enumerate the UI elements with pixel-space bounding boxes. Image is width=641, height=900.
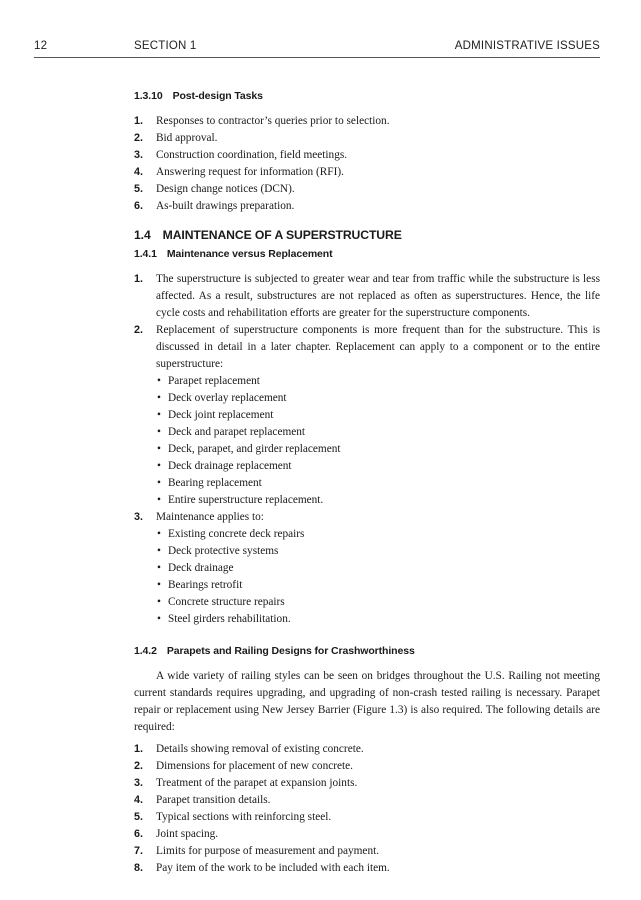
heading-1-4 [134,227,600,244]
header-rule [34,57,600,58]
replacement-bullets [156,373,600,509]
heading-1-4-1 [134,246,600,263]
heading-1-3-10 [134,88,600,105]
bullet-item: • Deck joint replacement [156,407,600,424]
bullet-item: • Deck, parapet, and girder replacement [156,441,600,458]
list-item: 2. Dimensions for placement of new concrete. [134,760,353,772]
list-item: 2. Bid approval. [134,132,218,144]
heading-number: 1.4 [134,228,151,242]
bullet-item: • Steel girders rehabilitation. [156,611,600,628]
bullet-item: • Bearing replacement [156,475,600,492]
list-item: 3. Maintenance applies to: • Existing concrete deck repairs • Deck protective systems • Deck drainage • Bearings retrofit • Concrete structure repairs • Steel girders rehabilitation. [134,509,600,628]
list-item: 1. Details showing removal of existing concrete. [134,743,364,755]
list-item: 6. As-built drawings preparation. [134,200,295,212]
heading-title: Maintenance versus Replacement [166,248,333,260]
bullet-item: • Existing concrete deck repairs [156,526,600,543]
bullet-item: • Deck and parapet replacement [156,424,600,441]
list-item: 7. Limits for purpose of measurement and payment. [134,845,380,857]
heading-number: 1.3.10 [134,90,163,102]
list-item: 1. The superstructure is subjected to greater wear and tear from traffic while the substructure is less affected. As a result, substructures are not replaced as often as superstructures. Hence, the life cycle costs and rehabilitation efforts are greater for the superstructure components. [134,273,600,319]
page-body [134,88,600,877]
maintenance-bullets [156,526,600,628]
railing-paragraph: A wide variety of railing styles can be seen on bridges throughout the U.S. Railing not meeting current standards requires upgrading, and upgrading of non-crash tested railing is necessary. Parapet repair or replacement using New Jersey Barrier (Figure 1.3) is also required. The following details are required: [134,670,600,733]
heading-title: Parapets and Railing Designs for Crashworthiness [166,645,415,657]
required-details-list [134,741,600,877]
list-item: 4. Answering request for information (RFI). [134,166,344,178]
bullet-item: • Deck protective systems [156,543,600,560]
list-item: 2. Replacement of superstructure components is more frequent than for the substructure. This is discussed in detail in a later chapter. Replacement can apply to a component or to the entire superstructure: • Parapet replacement • Deck overlay replacement • Deck joint replacement • Deck and parapet replacement • Deck, parapet, and girder replacement • Deck drainage replacement • Bearing replacement • Entire superstructure replacement. [134,322,600,509]
bullet-item: • Parapet replacement [156,373,600,390]
heading-number: 1.4.1 [134,248,157,260]
bullet-item: • Deck overlay replacement [156,390,600,407]
heading-title: MAINTENANCE OF A SUPERSTRUCTURE [162,228,402,242]
heading-number: 1.4.2 [134,645,157,657]
list-item: 5. Typical sections with reinforcing steel. [134,811,332,823]
chapter-title: ADMINISTRATIVE ISSUES [454,40,600,52]
list-item: 8. Pay item of the work to be included with each item. [134,862,390,874]
heading-title: Post-design Tasks [172,90,263,102]
running-header [34,40,600,56]
bullet-item: • Concrete structure repairs [156,594,600,611]
bullet-item: • Entire superstructure replacement. [156,492,600,509]
section-label: SECTION 1 [134,40,197,52]
maintenance-list [134,271,600,628]
page-number: 12 [34,40,48,52]
bullet-item: • Bearings retrofit [156,577,600,594]
list-item: 5. Design change notices (DCN). [134,183,295,195]
list-item: 3. Treatment of the parapet at expansion joints. [134,777,358,789]
heading-1-4-2 [134,643,600,660]
list-item: 6. Joint spacing. [134,828,219,840]
bullet-item: • Deck drainage replacement [156,458,600,475]
list-item: 3. Construction coordination, field meetings. [134,149,348,161]
post-design-tasks-list [134,113,600,215]
list-item: 4. Parapet transition details. [134,794,271,806]
list-item: 1. Responses to contractor’s queries prior to selection. [134,115,390,127]
bullet-item: • Deck drainage [156,560,600,577]
